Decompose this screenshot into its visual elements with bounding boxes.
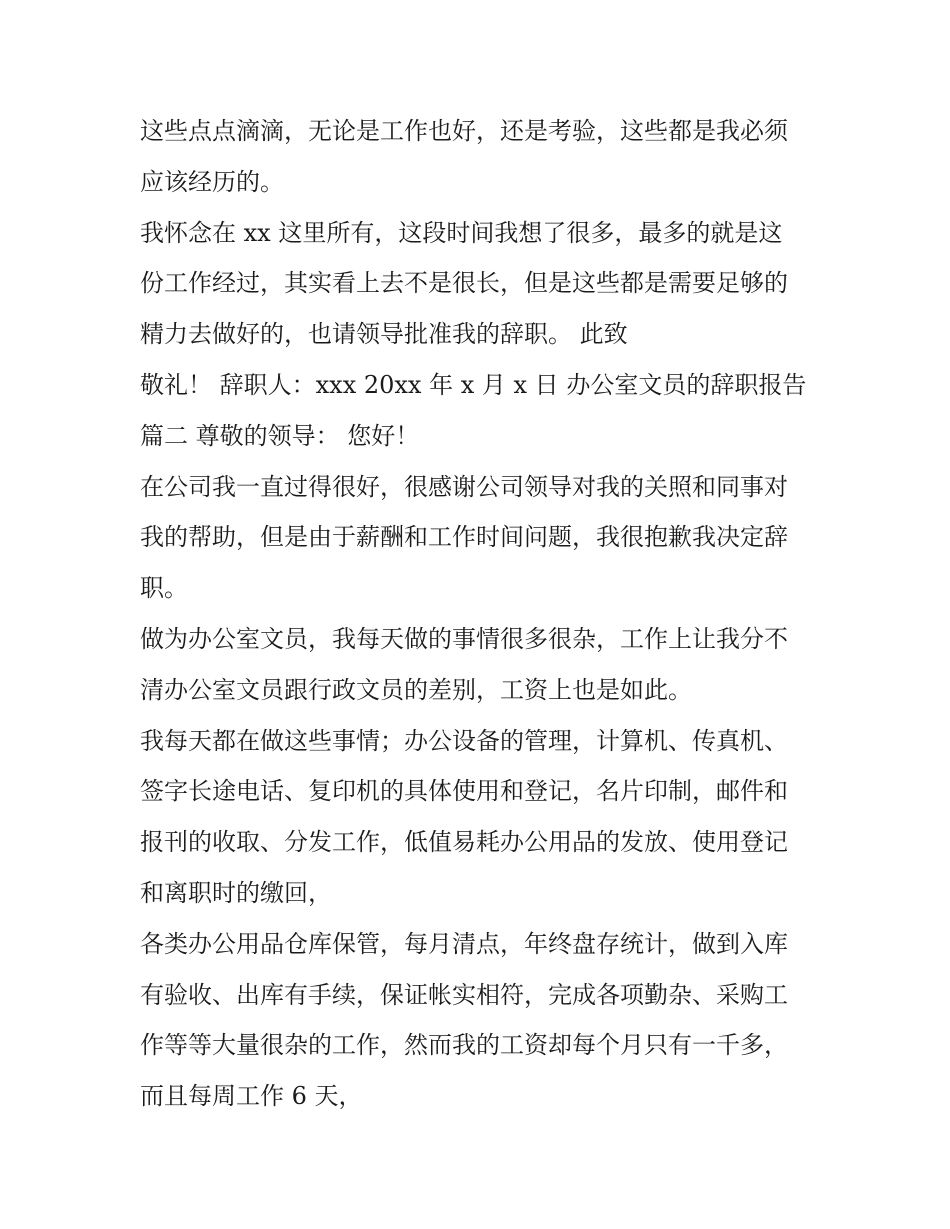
text-line: 精力去做好的，也请领导批准我的辞职。 此致: [140, 320, 628, 349]
text-line: 做为办公室文员，我每天做的事情很多很杂，工作上让我分不: [140, 624, 788, 653]
text-line: 敬礼！ 辞职人：xxx 20xx 年 x 月 x 日 办公室文员的辞职报告: [140, 370, 807, 399]
text-line: 清办公室文员跟行政文员的差别，工资上也是如此。: [140, 675, 692, 704]
text-line: 篇二 尊敬的领导： 您好！: [140, 421, 420, 450]
text-line: 有验收、出库有手续，保证帐实相符，完成各项勤杂、采购工: [140, 980, 788, 1009]
text-line: 我每天都在做这些事情；办公设备的管理，计算机、传真机、: [140, 726, 788, 755]
text-line: 在公司我一直过得很好，很感谢公司领导对我的关照和同事对: [140, 472, 788, 501]
text-line: 报刊的收取、分发工作，低值易耗办公用品的发放、使用登记: [140, 828, 788, 857]
text-line: 我怀念在 xx 这里所有，这段时间我想了很多，最多的就是这: [140, 218, 783, 247]
document-body: [140, 106, 820, 1122]
text-line: 职。: [140, 574, 188, 603]
text-line: 应该经历的。: [140, 167, 284, 196]
text-line: 这些点点滴滴，无论是工作也好，还是考验，这些都是我必须: [140, 117, 788, 145]
text-line: 作等等大量很杂的工作，然而我的工资却每个月只有一千多，: [140, 1031, 788, 1060]
text-line: 和离职时的缴回，: [140, 878, 332, 907]
text-line: 而且每周工作 6 天，: [140, 1082, 363, 1111]
text-line: 签字长途电话、复印机的具体使用和登记，名片印制，邮件和: [140, 777, 788, 806]
text-line: 我的帮助，但是由于薪酬和工作时间问题，我很抱歉我决定辞: [140, 523, 788, 552]
text-line: 份工作经过，其实看上去不是很长，但是这些都是需要足够的: [140, 269, 788, 298]
text-line: 各类办公用品仓库保管，每月清点，年终盘存统计，做到入库: [140, 929, 788, 958]
